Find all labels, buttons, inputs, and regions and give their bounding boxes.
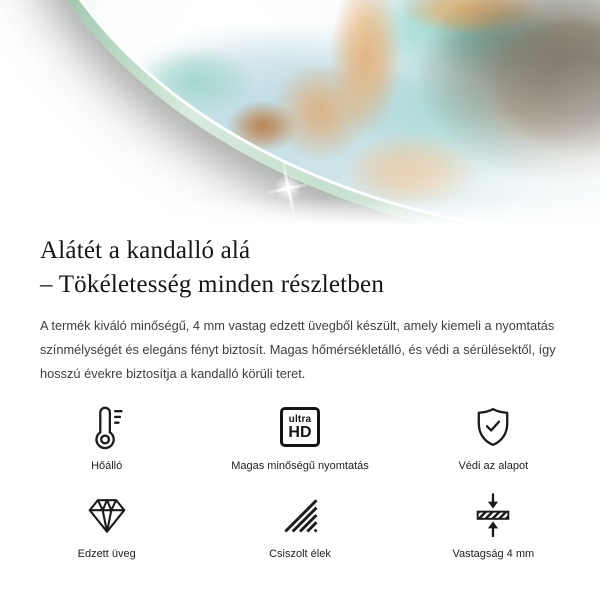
feature-icon-box: [84, 402, 130, 452]
feature-icon-box: [280, 402, 320, 452]
feature-item-polished-edges: [203, 490, 396, 560]
diamond-icon: [84, 492, 130, 538]
ultra-hd-badge-top-text: ultra: [288, 413, 312, 425]
feature-icon-box: [84, 490, 130, 540]
feature-icon-box: [471, 402, 515, 452]
feature-icon-box: [278, 490, 322, 540]
feature-item-heat-resistant: [10, 402, 203, 472]
feature-item-protects-base: [397, 402, 590, 472]
feature-label: Edzett üveg: [77, 548, 136, 560]
feature-item-high-quality-print: [203, 402, 396, 472]
page-title-line1: Alátét a kandalló alá: [40, 237, 251, 264]
product-description: [40, 314, 560, 386]
feature-label: Csiszolt élek: [269, 548, 331, 560]
page-title-line2: – Tökéletesség minden részletben: [40, 271, 385, 298]
feature-label: Magas minőségű nyomtatás: [231, 460, 369, 472]
polished-edge-stripes-icon: [278, 493, 322, 537]
feature-label: Hőálló: [91, 460, 123, 472]
description-line: hosszú évekre biztosítja a kandalló körüli teret.: [40, 366, 306, 381]
description-line: A termék kiváló minőségű, 4 mm vastag edzett üvegből készült, amely kiemeli a nyomtatás: [40, 318, 555, 333]
thermometer-icon: [84, 404, 130, 450]
ultra-hd-badge-icon: [280, 407, 320, 447]
feature-icon-box: [470, 490, 516, 540]
feature-label: Védi az alapot: [458, 460, 529, 472]
page-title: [40, 234, 560, 302]
feature-item-thickness-4mm: [397, 490, 590, 560]
thickness-press-icon: [470, 492, 516, 538]
hero-product-image: [0, 0, 600, 228]
ultra-hd-badge-bottom-text: HD: [288, 423, 312, 441]
description-line: színmélységét és elegáns fényt biztosít. Magas hőmérsékletálló, és védi a sérülésektől, így: [40, 342, 556, 357]
features-grid: [0, 402, 600, 560]
feature-item-tempered-glass: [10, 490, 203, 560]
feature-label: Vastagság 4 mm: [452, 548, 535, 560]
shield-check-icon: [471, 405, 515, 449]
